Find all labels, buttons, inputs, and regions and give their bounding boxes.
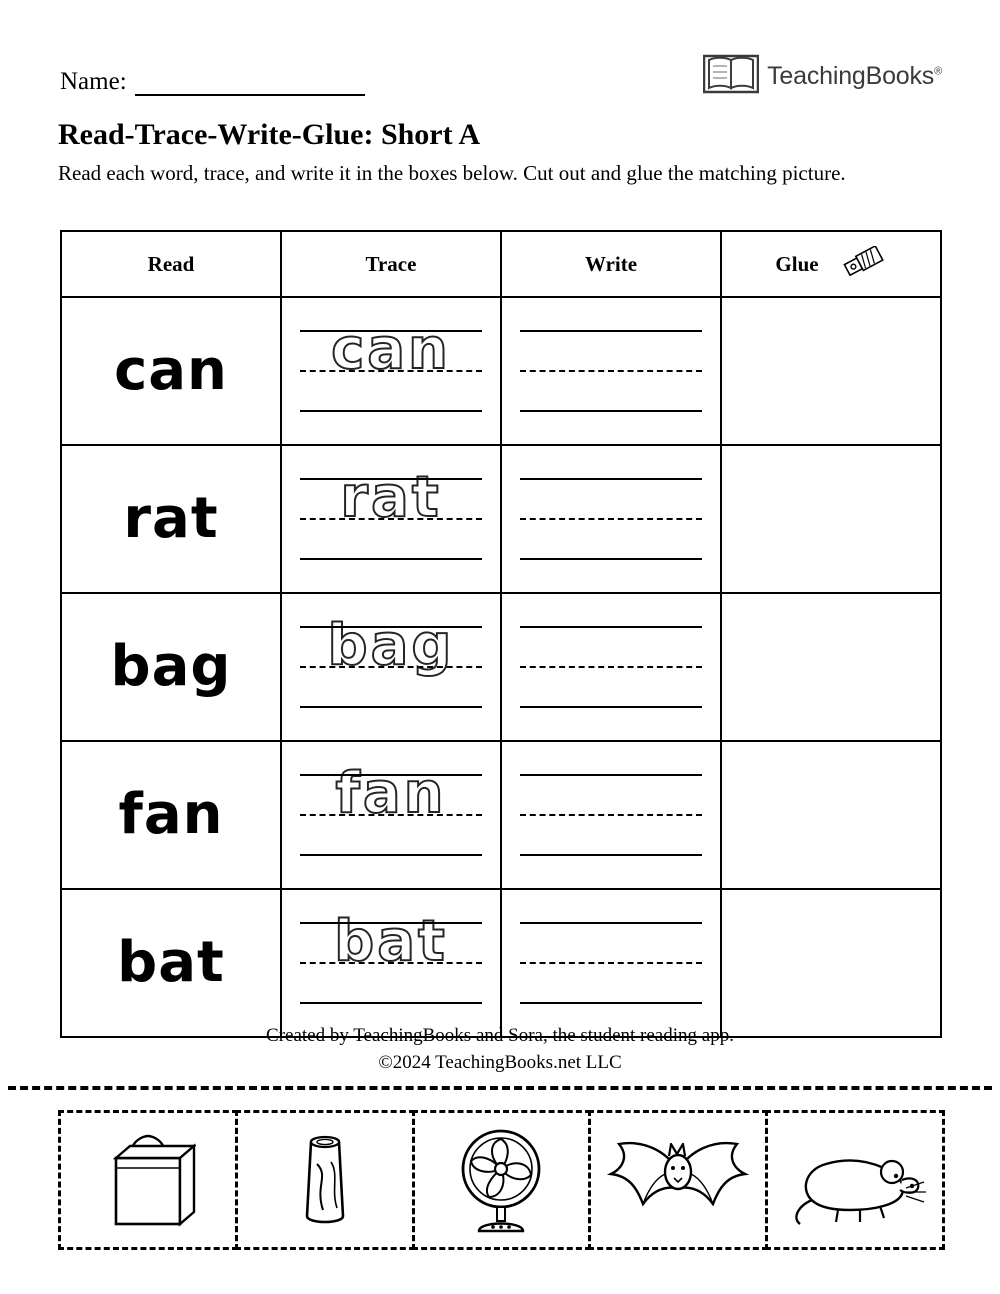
- table-row: [61, 297, 941, 445]
- handwriting-mid-line: [520, 370, 702, 372]
- handwriting-bottom-line: [520, 706, 702, 708]
- handwriting-mid-line: [520, 518, 702, 520]
- handwriting-top-line: [520, 330, 702, 332]
- cutout-picture-strip: [58, 1110, 942, 1250]
- write-cell-fan[interactable]: [501, 741, 721, 889]
- soda-can-picture-icon: [285, 1124, 365, 1236]
- cutout-bat[interactable]: [588, 1110, 768, 1250]
- handwriting-top-line: [520, 774, 702, 776]
- glue-header-label: Glue: [775, 251, 819, 276]
- brand-name: TeachingBooks®: [767, 62, 942, 90]
- registered-mark: ®: [934, 65, 942, 78]
- glue-cell-rat[interactable]: [721, 445, 941, 593]
- credits-line-1: Created by TeachingBooks and Sora, the student reading app.: [266, 1025, 734, 1046]
- shopping-bag-picture-icon: [100, 1124, 196, 1236]
- glue-cell-bag[interactable]: [721, 593, 941, 741]
- column-header-glue: [721, 231, 941, 297]
- trace-cell-fan[interactable]: [281, 741, 501, 889]
- read-word-bag: bag: [61, 593, 281, 741]
- table-row: [61, 741, 941, 889]
- write-cell-can[interactable]: [501, 297, 721, 445]
- cutout-rat[interactable]: [765, 1110, 945, 1250]
- handwriting-bottom-line: [300, 558, 482, 560]
- trace-cell-bag[interactable]: [281, 593, 501, 741]
- trace-word-outline: bag: [327, 613, 455, 678]
- teachingbooks-logo: [703, 52, 942, 101]
- handwriting-bottom-line: [520, 558, 702, 560]
- handwriting-bottom-line: [300, 854, 482, 856]
- glue-cell-bat[interactable]: [721, 889, 941, 1037]
- handwriting-bottom-line: [520, 854, 702, 856]
- handwriting-top-line: [520, 626, 702, 628]
- trace-word-outline: bat: [334, 909, 448, 974]
- glue-cell-can[interactable]: [721, 297, 941, 445]
- handwriting-bottom-line: [300, 1002, 482, 1004]
- cutout-electric-fan[interactable]: [412, 1110, 592, 1250]
- column-header-write: Write: [501, 231, 721, 297]
- credits-line-2: ©2024 TeachingBooks.net LLC: [378, 1052, 622, 1073]
- name-input-line[interactable]: [135, 72, 365, 96]
- read-word-fan: fan: [61, 741, 281, 889]
- worksheet-table: [60, 230, 942, 1038]
- write-cell-bat[interactable]: [501, 889, 721, 1037]
- read-word-can: can: [61, 297, 281, 445]
- read-word-rat: rat: [61, 445, 281, 593]
- credits-block: [0, 1022, 1000, 1076]
- write-cell-bag[interactable]: [501, 593, 721, 741]
- handwriting-top-line: [520, 478, 702, 480]
- table-row: [61, 889, 941, 1037]
- glue-stick-icon: [841, 246, 887, 282]
- handwriting-bottom-line: [520, 1002, 702, 1004]
- handwriting-bottom-line: [300, 706, 482, 708]
- name-label: Name:: [60, 68, 127, 95]
- write-cell-rat[interactable]: [501, 445, 721, 593]
- electric-fan-picture-icon: [449, 1121, 553, 1239]
- trace-word-outline: fan: [335, 761, 447, 826]
- table-row: [61, 593, 941, 741]
- trace-cell-can[interactable]: [281, 297, 501, 445]
- handwriting-top-line: [520, 922, 702, 924]
- cutout-shopping-bag[interactable]: [58, 1110, 238, 1250]
- page-title: Read-Trace-Write-Glue: Short A: [58, 118, 481, 151]
- column-header-read: Read: [61, 231, 281, 297]
- trace-word-outline: can: [331, 317, 451, 382]
- trace-cell-bat[interactable]: [281, 889, 501, 1037]
- open-book-icon: [703, 52, 759, 101]
- read-word-bat: bat: [61, 889, 281, 1037]
- trace-word-outline: rat: [340, 465, 442, 530]
- handwriting-mid-line: [520, 814, 702, 816]
- cutout-soda-can[interactable]: [235, 1110, 415, 1250]
- handwriting-mid-line: [520, 666, 702, 668]
- cut-line-divider: [8, 1086, 992, 1090]
- instructions-text: Read each word, trace, and write it in the boxes below. Cut out and glue the matching picture.: [58, 161, 846, 185]
- handwriting-bottom-line: [520, 410, 702, 412]
- table-header-row: [61, 231, 941, 297]
- glue-cell-fan[interactable]: [721, 741, 941, 889]
- rat-picture-icon: [780, 1130, 930, 1230]
- bat-picture-icon: [603, 1130, 753, 1230]
- column-header-trace: Trace: [281, 231, 501, 297]
- name-field-row: [60, 68, 365, 96]
- table-row: [61, 445, 941, 593]
- handwriting-mid-line: [520, 962, 702, 964]
- trace-cell-rat[interactable]: [281, 445, 501, 593]
- handwriting-bottom-line: [300, 410, 482, 412]
